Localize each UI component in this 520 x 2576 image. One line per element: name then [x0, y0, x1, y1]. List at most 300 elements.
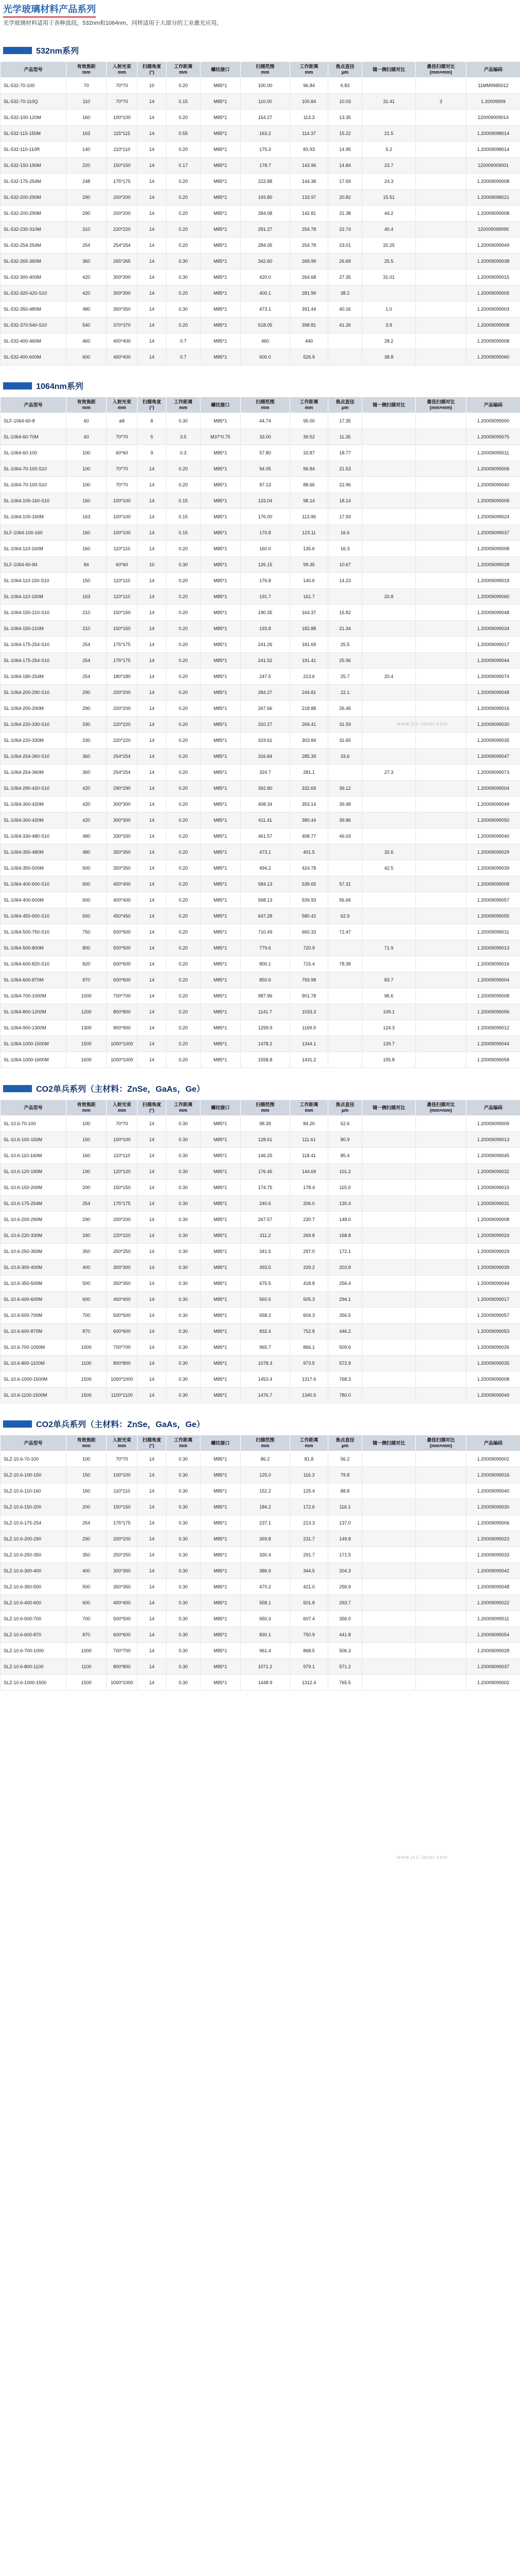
table-row — [1, 1116, 520, 1132]
table-cell: 40.16 — [328, 301, 362, 317]
table-cell: 400*400 — [107, 1292, 138, 1308]
table-cell: 1100*1100 — [107, 1387, 138, 1403]
table-row — [1, 1355, 520, 1371]
table-cell: 400*400 — [107, 333, 138, 349]
table-cell: 123.11 — [290, 525, 328, 541]
table-cell: 506.3 — [328, 1643, 362, 1659]
table-cell: 27.3 — [362, 765, 416, 781]
table-cell: 100*100 — [107, 110, 138, 126]
table-cell: 213.3 — [290, 1515, 328, 1531]
table-cell: 1.20009099038 — [466, 253, 520, 269]
table-cell: 14 — [138, 1340, 166, 1355]
table-cell — [416, 301, 466, 317]
table-cell: M85*1 — [200, 1499, 241, 1515]
column-header: 产品编码 — [466, 1435, 520, 1451]
table-cell: 14 — [138, 1036, 166, 1052]
table-cell: 1000 — [66, 988, 107, 1004]
table-row — [1, 765, 520, 781]
table-cell: 46.03 — [328, 828, 362, 844]
table-cell: SL-1064-300-420M — [1, 812, 66, 828]
table-cell: 154.27 — [241, 110, 290, 126]
table-cell: 14 — [138, 1547, 166, 1563]
table-cell: 120*120 — [107, 1164, 138, 1180]
table-cell: SL-1064-175-254-S10 — [1, 637, 66, 653]
table-row — [1, 685, 520, 701]
table-cell: 28.2 — [362, 333, 416, 349]
table-cell: 94.05 — [241, 461, 290, 477]
table-cell: 200*200 — [107, 1212, 138, 1228]
table-cell: SL-1064-300-420M — [1, 796, 66, 812]
table-cell: 0.20 — [166, 238, 200, 253]
table-cell — [362, 1467, 416, 1483]
table-cell: 1.20009099016 — [466, 701, 520, 717]
table-cell — [362, 1180, 416, 1196]
table-cell — [362, 509, 416, 525]
table-row — [1, 1036, 520, 1052]
table-cell: 193.80 — [241, 190, 290, 206]
table-cell: 1.20009099028 — [466, 557, 520, 573]
table-row — [1, 1132, 520, 1148]
table-cell: 81.8 — [290, 1451, 328, 1467]
table-cell: 290 — [66, 701, 107, 717]
table-cell: 768.3 — [328, 1371, 362, 1387]
table-cell: 0.20 — [166, 1004, 200, 1020]
table-cell: M37*0.75 — [200, 429, 241, 445]
table-cell: 1.20009099049 — [466, 796, 520, 812]
table-cell: 62.9 — [328, 908, 362, 924]
table-cell: 42.5 — [362, 860, 416, 876]
table-cell: 0.30 — [166, 301, 200, 317]
table-cell: 14 — [138, 589, 166, 605]
table-cell — [416, 1371, 466, 1387]
table-cell: 0.30 — [166, 557, 200, 573]
table-cell — [416, 1148, 466, 1164]
table-cell: 0.20 — [166, 908, 200, 924]
table-cell: 14 — [138, 1659, 166, 1675]
table-cell: 1.20009099008 — [466, 317, 520, 333]
table-cell — [362, 1595, 416, 1611]
table-cell: 0.30 — [166, 1531, 200, 1547]
table-cell: 100*100 — [107, 1467, 138, 1483]
table-cell: 800 — [66, 940, 107, 956]
table-cell: 700*700 — [107, 1643, 138, 1659]
table-cell: 393.5 — [241, 1260, 290, 1276]
table-cell: 400*400 — [107, 892, 138, 908]
column-header: 入射光束 mm — [107, 62, 138, 78]
table-cell: 14.95 — [328, 142, 362, 158]
table-cell — [362, 1132, 416, 1148]
table-cell: 0.20 — [166, 285, 200, 301]
table-cell: 0.30 — [166, 1579, 200, 1595]
table-cell: 254*254 — [107, 238, 138, 253]
table-cell: M85*1 — [200, 1228, 241, 1244]
table-cell: 20.4 — [362, 669, 416, 685]
table-cell: 800*800 — [107, 1659, 138, 1675]
table-cell: 241.52 — [241, 653, 290, 669]
table-cell: SL-10.6-300-400M — [1, 1260, 66, 1276]
table-cell: SL-10.6-110-160M — [1, 1148, 66, 1164]
table-cell: 1500 — [66, 1036, 107, 1052]
table-cell: 14 — [138, 461, 166, 477]
table-cell: 540 — [66, 317, 107, 333]
table-cell: 56.66 — [328, 892, 362, 908]
table-cell: 14 — [138, 190, 166, 206]
table-cell: 604.3 — [290, 1308, 328, 1324]
column-header: 工作距离 mm — [290, 397, 328, 413]
table-cell: 98.39 — [241, 1116, 290, 1132]
table-cell: 1.20009099024 — [466, 509, 520, 525]
table-cell: 22.1 — [328, 685, 362, 701]
table-cell: 0.20 — [166, 781, 200, 796]
table-cell: SLF-1064-60-8 — [1, 413, 66, 429]
table-cell: M85*1 — [200, 1036, 241, 1052]
table-cell: 210 — [66, 621, 107, 637]
table-cell: 0.20 — [166, 812, 200, 828]
table-cell: M85*1 — [200, 206, 241, 222]
table-cell: 14 — [138, 1052, 166, 1068]
table-header-row — [1, 397, 520, 413]
table-cell: 244.81 — [290, 685, 328, 701]
table-cell: 254.78 — [290, 222, 328, 238]
table-row — [1, 1467, 520, 1483]
table-cell: M85*1 — [200, 573, 241, 589]
table-cell: 0.30 — [166, 1116, 200, 1132]
table-cell: 311.2 — [241, 1228, 290, 1244]
table-cell: 240.6 — [241, 1196, 290, 1212]
table-cell: 14 — [138, 158, 166, 174]
column-header: 扫描角度 (°) — [138, 62, 166, 78]
table-cell: 1300 — [66, 1020, 107, 1036]
table-cell: 0.30 — [166, 1483, 200, 1499]
table-cell — [416, 1355, 466, 1371]
table-cell: 14 — [138, 1515, 166, 1531]
table-cell: 0.20 — [166, 621, 200, 637]
table-row — [1, 1387, 520, 1403]
table-cell: 0.20 — [166, 860, 200, 876]
table-cell: 470.2 — [241, 1579, 290, 1595]
table-cell: 100.00 — [241, 78, 290, 94]
table-cell: 18.77 — [328, 445, 362, 461]
table-cell: M85*1 — [200, 1180, 241, 1196]
table-cell: 128.61 — [241, 1132, 290, 1148]
table-cell — [416, 285, 466, 301]
table-cell: 500*500 — [107, 1308, 138, 1324]
table-cell: 110*110 — [107, 541, 138, 557]
table-cell — [416, 110, 466, 126]
table-cell: 101.2 — [328, 1164, 362, 1180]
table-cell: 1.20009099029 — [466, 1244, 520, 1260]
table-cell: 1.20009099044 — [466, 1276, 520, 1292]
table-cell — [416, 206, 466, 222]
table-cell — [416, 1675, 466, 1691]
table-cell: 965.7 — [241, 1340, 290, 1355]
table-cell: 269.41 — [290, 717, 328, 733]
table-cell: 1.20009099044 — [466, 1036, 520, 1052]
table-cell: 870 — [66, 1627, 107, 1643]
table-cell — [416, 269, 466, 285]
table-cell: 26.45 — [328, 701, 362, 717]
table-cell — [362, 1563, 416, 1579]
table-cell: 1.20009099057 — [466, 892, 520, 908]
table-cell — [416, 701, 466, 717]
table-row — [1, 1579, 520, 1595]
table-cell: 1071.2 — [241, 1659, 290, 1675]
table-cell: 398.81 — [290, 317, 328, 333]
table-cell: 1558.8 — [241, 1052, 290, 1068]
table-cell: 171.5 — [328, 1547, 362, 1563]
table-cell — [362, 1643, 416, 1659]
table-cell: 1.20009099029 — [466, 844, 520, 860]
table-cell: 700 — [66, 1308, 107, 1324]
table-cell: 152.2 — [241, 1483, 290, 1499]
table-cell: SL-1064-110-150-S10 — [1, 573, 66, 589]
table-cell: 120009009014 — [466, 110, 520, 126]
table-cell: 60 — [66, 429, 107, 445]
table-cell: 144.69 — [290, 1164, 328, 1180]
table-cell — [328, 1004, 362, 1020]
table-cell: 230.7 — [290, 1212, 328, 1228]
table-cell: 176.00 — [241, 509, 290, 525]
table-cell: 14 — [138, 238, 166, 253]
table-cell: 0.20 — [166, 940, 200, 956]
column-header: 镜一侧扫描对比 — [362, 1435, 416, 1451]
table-cell: 110*110 — [107, 142, 138, 158]
table-cell: 1.20009099008 — [466, 206, 520, 222]
table-cell: 386.9 — [241, 1563, 290, 1579]
table-cell: SLZ-10.6-700-1000 — [1, 1643, 66, 1659]
column-header: 入射光束 mm — [107, 1435, 138, 1451]
table-cell: 130.4 — [328, 1196, 362, 1212]
table-cell: SL-10.6-400-600M — [1, 1292, 66, 1308]
column-header: 最佳扫描对比 (mm×mm) — [416, 1435, 466, 1451]
table-cell: 267.57 — [241, 1212, 290, 1228]
table-cell: 168.8 — [328, 1228, 362, 1244]
table-cell: SLZ-10.6-400-600 — [1, 1595, 66, 1611]
table-cell: 26.69 — [328, 253, 362, 269]
table-row — [1, 1675, 520, 1691]
table-cell: 99.35 — [290, 557, 328, 573]
table-cell: 14 — [138, 956, 166, 972]
table-cell: 319.61 — [241, 733, 290, 749]
table-cell: SL-10.6-1000-1500M — [1, 1371, 66, 1387]
table-cell: 0.20 — [166, 605, 200, 621]
table-cell: M85*1 — [200, 1244, 241, 1260]
table-cell: 110*110 — [107, 573, 138, 589]
table-cell: M85*1 — [200, 1212, 241, 1228]
table-cell: SL-1064-1000-1600M — [1, 1052, 66, 1068]
table-cell: SL-1064-180-254M — [1, 669, 66, 685]
table-cell: 144.38 — [290, 174, 328, 190]
table-cell: 14 — [138, 1308, 166, 1324]
table-cell: 0.15 — [166, 493, 200, 509]
table-cell: 149.8 — [328, 1531, 362, 1547]
table-row — [1, 1180, 520, 1196]
table-row — [1, 812, 520, 828]
table-cell: 241.26 — [241, 637, 290, 653]
table-cell: M85*1 — [200, 828, 241, 844]
table-cell: 114.37 — [290, 126, 328, 142]
table-cell: 584.13 — [241, 876, 290, 892]
table-cell — [416, 1004, 466, 1020]
table-cell: 0.20 — [166, 924, 200, 940]
spec-table — [0, 397, 520, 1068]
table-cell — [362, 429, 416, 445]
table-cell: 450*450 — [107, 908, 138, 924]
table-cell: 14 — [138, 892, 166, 908]
table-cell: M85*1 — [200, 589, 241, 605]
table-cell: 0.30 — [166, 1611, 200, 1627]
table-cell: SL-1064-150-210-S10 — [1, 605, 66, 621]
table-cell: 20.8 — [362, 589, 416, 605]
table-cell: 339.2 — [290, 1260, 328, 1276]
table-cell: 254 — [66, 653, 107, 669]
table-cell: SLZ-10.6-150-200 — [1, 1499, 66, 1515]
table-cell: 408.34 — [241, 796, 290, 812]
table-cell — [362, 1579, 416, 1595]
table-cell: 10.67 — [328, 557, 362, 573]
table-cell: 14 — [138, 1643, 166, 1659]
table-row — [1, 1563, 520, 1579]
table-cell: 220*220 — [107, 1228, 138, 1244]
table-cell — [328, 333, 362, 349]
table-cell: 14 — [138, 1132, 166, 1148]
table-cell: 0.30 — [166, 1212, 200, 1228]
table-cell: 70*70 — [107, 461, 138, 477]
table-cell: 14 — [138, 733, 166, 749]
table-cell: 10 — [138, 557, 166, 573]
table-cell: 330 — [66, 733, 107, 749]
table-cell: 600 — [66, 1595, 107, 1611]
table-cell: 1.20009099024 — [466, 1228, 520, 1244]
table-cell: 1453.4 — [241, 1371, 290, 1387]
table-cell: 1.20009099005 — [466, 285, 520, 301]
table-cell: M85*1 — [200, 1659, 241, 1675]
section-marker — [3, 1085, 32, 1092]
table-cell: 1.20009099016 — [466, 1467, 520, 1483]
table-row — [1, 796, 520, 812]
table-cell: 1.20009099022 — [466, 1595, 520, 1611]
table-cell: 411.41 — [241, 812, 290, 828]
table-cell: M85*1 — [200, 892, 241, 908]
table-cell — [362, 1531, 416, 1547]
table-cell: 14 — [138, 1004, 166, 1020]
table-cell: 0.20 — [166, 541, 200, 557]
table-row — [1, 781, 520, 796]
table-cell: 14 — [138, 1164, 166, 1180]
table-row — [1, 317, 520, 333]
table-cell: 70*70 — [107, 477, 138, 493]
table-cell: 500 — [66, 1276, 107, 1292]
table-cell: 14 — [138, 317, 166, 333]
table-cell: 14 — [138, 972, 166, 988]
table-cell: M85*1 — [200, 1004, 241, 1020]
table-cell: 200 — [66, 1499, 107, 1515]
table-cell: 1.20009099040 — [466, 1483, 520, 1499]
table-cell: 560.5 — [241, 1292, 290, 1308]
table-cell — [362, 1324, 416, 1340]
table-cell: 191.41 — [290, 653, 328, 669]
table-cell: 71.9 — [362, 940, 416, 956]
table-cell: 137.0 — [328, 1515, 362, 1531]
table-cell: 118.41 — [290, 1148, 328, 1164]
table-row — [1, 269, 520, 285]
table-cell: 41.26 — [328, 317, 362, 333]
table-cell: SLZ-10.6-250-350 — [1, 1547, 66, 1563]
title-block — [0, 0, 520, 16]
table-cell: M85*1 — [200, 1020, 241, 1036]
table-cell: SL-1064-450-650-S10 — [1, 908, 66, 924]
table-cell: 160 — [66, 1483, 107, 1499]
table-cell: 0.20 — [166, 876, 200, 892]
table-cell: 290 — [66, 206, 107, 222]
table-cell: 84 — [66, 557, 107, 573]
table-cell: 14 — [138, 669, 166, 685]
table-cell: 254 — [66, 1515, 107, 1531]
table-cell: 14 — [138, 1595, 166, 1611]
table-cell: 400*400 — [107, 349, 138, 365]
table-cell — [416, 1340, 466, 1355]
table-cell: 184.2 — [241, 1499, 290, 1515]
table-cell: 600*600 — [107, 1627, 138, 1643]
table-cell: 1.20009099008 — [466, 541, 520, 557]
table-cell: 539.93 — [290, 892, 328, 908]
table-cell — [362, 1164, 416, 1180]
table-cell — [362, 701, 416, 717]
table-cell: 110.00 — [241, 94, 290, 110]
table-cell — [416, 988, 466, 1004]
table-cell — [416, 972, 466, 988]
column-header: 焦点直径 μm — [328, 1100, 362, 1116]
table-cell: M85*1 — [200, 733, 241, 749]
table-cell: 14 — [138, 940, 166, 956]
table-cell — [416, 142, 466, 158]
table-cell: 350*350 — [107, 860, 138, 876]
table-cell — [362, 876, 416, 892]
table-cell: 285.39 — [290, 749, 328, 765]
table-cell: 400 — [66, 1260, 107, 1276]
table-cell: M85*1 — [200, 1643, 241, 1659]
table-cell: 57.80 — [241, 445, 290, 461]
table-cell: 1.20009099017 — [466, 1292, 520, 1308]
table-cell: 150 — [66, 1132, 107, 1148]
table-cell: 1.20009099009 — [466, 1116, 520, 1132]
table-cell: M85*1 — [200, 94, 241, 110]
table-cell: 14 — [138, 844, 166, 860]
table-cell — [362, 1148, 416, 1164]
table-cell: 100 — [66, 1451, 107, 1467]
table-cell — [416, 1292, 466, 1308]
column-header: 最佳扫描对比 (mm×mm) — [416, 62, 466, 78]
table-row — [1, 142, 520, 158]
table-cell: 14 — [138, 1675, 166, 1691]
table-cell — [416, 605, 466, 621]
table-cell: 0.30 — [166, 1595, 200, 1611]
table-cell — [416, 413, 466, 429]
table-cell: 14 — [138, 1260, 166, 1276]
table-cell: SLZ-10.6-70-100 — [1, 1451, 66, 1467]
table-cell: 353.14 — [290, 796, 328, 812]
table-cell: 0.30 — [166, 1180, 200, 1196]
column-header: 螺纹接口 — [200, 62, 241, 78]
table-cell: 191.7 — [241, 589, 290, 605]
table-cell: M85*1 — [200, 445, 241, 461]
table-cell: 3 — [416, 94, 466, 110]
table-cell: 1.20009099003 — [466, 301, 520, 317]
table-cell: 310.27 — [241, 717, 290, 733]
table-cell — [416, 1196, 466, 1212]
table-cell: 86.2 — [241, 1451, 290, 1467]
table-cell: 370*370 — [107, 317, 138, 333]
